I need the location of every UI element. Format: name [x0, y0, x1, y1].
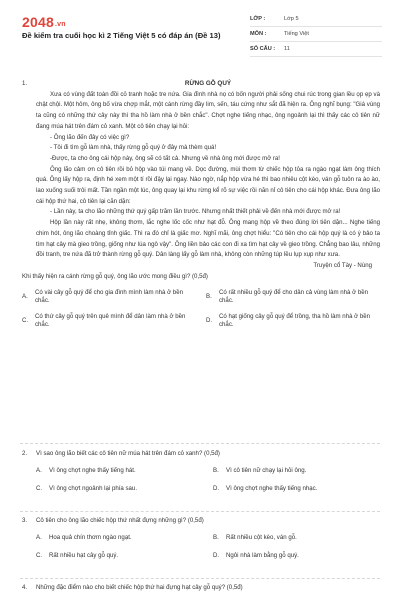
option-label: A. [36, 467, 42, 475]
meta-info [250, 12, 382, 57]
option-a[interactable] [22, 285, 196, 309]
meta-value: 11 [284, 46, 290, 52]
option-text: Có vài cây gỗ quý để cho gia đình mình làm nhà ở bền chắc. [35, 288, 183, 305]
option-text: Vì ông chợt ngoảnh lại phía sau. [49, 485, 138, 493]
option-label: D. [206, 317, 213, 324]
option-label: D. [213, 552, 220, 560]
divider [20, 578, 380, 579]
question-text: Cô tiên cho ông lão chiếc hộp thứ nhất đựng những gì? (0,5đ) [36, 517, 204, 524]
meta-row-count [250, 42, 382, 57]
option-text: Vì ông chợt nghe thấy tiếng nhạc. [226, 485, 318, 493]
page-header [0, 0, 400, 62]
divider [20, 511, 380, 512]
meta-key: MÔN : [250, 31, 267, 37]
option-text: Ngôi nhà làm bằng gỗ quý. [226, 552, 299, 560]
meta-row-class [250, 12, 382, 27]
option-label: B. [213, 467, 219, 475]
option-d[interactable] [206, 309, 380, 333]
option-b[interactable] [206, 285, 380, 309]
option-label: B. [213, 534, 219, 542]
option-text: Vì cô tiên nữ chạy lại hỏi ông. [226, 467, 307, 475]
option-text: Có thứ cây gỗ quý trên quê mình để dân làm nhà ở bền chắc. [35, 312, 186, 329]
option-d[interactable] [213, 551, 380, 563]
option-text: Rất nhiều cột kèo, ván gỗ. [226, 534, 297, 542]
question-number: 3. [22, 517, 28, 524]
meta-value: Lớp 5 [284, 16, 299, 22]
passage-title: RỪNG GỖ QUÝ [184, 80, 232, 87]
option-b[interactable] [213, 533, 380, 545]
option-label: C. [22, 317, 29, 324]
passage-dialogue: - Lần này, ta cho lão những thứ quý gấp trăm lần trước. Nhưng nhất thiết phải về đến nhà mới được mở ra! [50, 208, 341, 216]
meta-key: LỚP : [250, 16, 266, 22]
answer-options [36, 466, 380, 502]
option-a[interactable] [36, 533, 203, 545]
option-label: C. [36, 552, 43, 560]
question-number: 2. [22, 450, 28, 457]
question-4 [22, 583, 380, 594]
question-2 [22, 449, 380, 502]
passage-dialogue: - Tôi đi tìm gỗ làm nhà, thấy rừng gỗ quý ở đây mà thèm quá! [50, 144, 217, 152]
meta-value: Tiếng Việt [284, 31, 309, 37]
meta-row-subject [250, 27, 382, 42]
passage-dialogue: - Ông lão đến đây có việc gì? [50, 133, 130, 141]
question-3 [22, 516, 380, 569]
logo-text: 2048 [22, 14, 54, 30]
option-c[interactable] [36, 551, 203, 563]
document-title: Đề kiểm tra cuối học kì 2 Tiếng Việt 5 có đáp án (Đề 13) [22, 31, 221, 40]
passage-dialogue: -Được, ta cho ông cái hộp này, ông sẽ có tất cả. Nhưng về nhà ông mới được mở ra! [50, 154, 280, 162]
option-text: Có rất nhiều gỗ quý để cho dân cả vùng làm nhà ở bền chắc. [219, 288, 368, 305]
question-text: Vì sao ông lão biết các cô tiên nữ múa hát trên đám cỏ xanh? (0,5đ) [36, 450, 220, 457]
option-text: Hoa quả chín thơm ngào ngạt. [49, 534, 132, 542]
option-text: Vì ông chợt nghe thấy tiếng hát. [49, 467, 136, 475]
passage-paragraph: Hộp lần này rất nhẹ, không thơm, lắc nghe lốc cốc như hạt đỗ. Ông mang hộp về theo đúng lời tiên dặn... Nghe tiếng chim hót, ông lão choàng tỉnh giấc. Thì ra đó chỉ là giấc mơ. Nghĩ mãi, ông chợt hiểu: "Có tiên cho cái hộp quý là có ý bảo ta tìm hạt cây mà gieo trồng, giống như lúa ngô vậy". Ông liền bảo các con đi xa tìm hạt cây về gieo trồng. Chẳng bao lâu, những đồi tranh, tre nứa đã trở thành rừng gỗ quý. Dân làng lấy gỗ làm nhà, không còn những túp lều lụp xụp như xưa. [36, 219, 380, 259]
option-c[interactable] [36, 484, 203, 496]
question-number: 4. [22, 584, 28, 591]
site-logo[interactable] [22, 14, 66, 30]
option-c[interactable] [22, 309, 196, 333]
logo-suffix: .vn [54, 21, 66, 28]
option-b[interactable] [213, 466, 380, 478]
option-label: A. [36, 534, 42, 542]
option-text: Rất nhiều hạt cây gỗ quý. [49, 552, 119, 560]
option-a[interactable] [36, 466, 203, 478]
answer-options [36, 533, 380, 569]
passage-paragraph: Ông lão cảm ơn cô tiên rồi bỏ hộp vào túi mang về. Dọc đường, mùi thơm từ chiếc hộp tỏa ra ngào ngạt làm ông thích quá. Ông lấy hộp ra, định hé xem một tí rồi đậy lại ngay. Nào ngờ, nắp hộp vừa hé thì bao nhiêu cột kèo, ván gỗ tuôn ra ào ào, lao xuống suối trôi mất. Tần ngần một lúc, ông quay lại khu rừng kể rõ sự việc rồi năn nỉ cô tiên cho cái hộp khác. Đưa ông lão cái hộp thứ hai, cô tiên lại căn dặn: [36, 165, 380, 205]
passage-source: Truyện cổ Tày - Nùng [313, 261, 372, 269]
answer-options [22, 285, 380, 333]
divider [20, 443, 380, 444]
question-text: Khi thấy hiện ra cánh rừng gỗ quý, ông lão ước mong điều gì? (0,5đ) [22, 272, 208, 280]
option-label: A. [22, 293, 28, 300]
meta-key: SỐ CÂU : [250, 46, 276, 52]
question-number: 1. [22, 80, 28, 87]
question-1 [22, 79, 380, 333]
passage-paragraph: Xưa có vùng đất toàn đồi cỏ tranh hoặc tre nứa. Gia đình nhà nọ có bốn người phải sống chui rúc trong gian lều ọp ẹp và chật chội. Một hôm, ông bố vừa chợp mắt, một cánh rừng đầy lim, sến, táu cứng như sắt đã hiện ra. Ông nghĩ bụng: "Giá vùng ta cũng có những thứ cây này thì tha hồ làm nhà ở bền chắc". Chợt nghe tiếng nhạc, ông ngoảnh lại thì thấy các cô tiên nữ đang múa hát trên đám cỏ xanh. Một cô tiên chạy lại hỏi: [36, 90, 380, 130]
option-text: Có hạt giống cây gỗ quý để trồng, tha hồ làm nhà ở bền chắc. [219, 312, 371, 329]
option-d[interactable] [213, 484, 380, 496]
option-label: B. [206, 293, 212, 300]
question-text: Những đặc điểm nào cho biết chiếc hộp thứ hai đựng hạt cây gỗ quý? (0,5đ) [36, 584, 243, 591]
option-label: D. [213, 485, 220, 493]
option-label: C. [36, 485, 43, 493]
